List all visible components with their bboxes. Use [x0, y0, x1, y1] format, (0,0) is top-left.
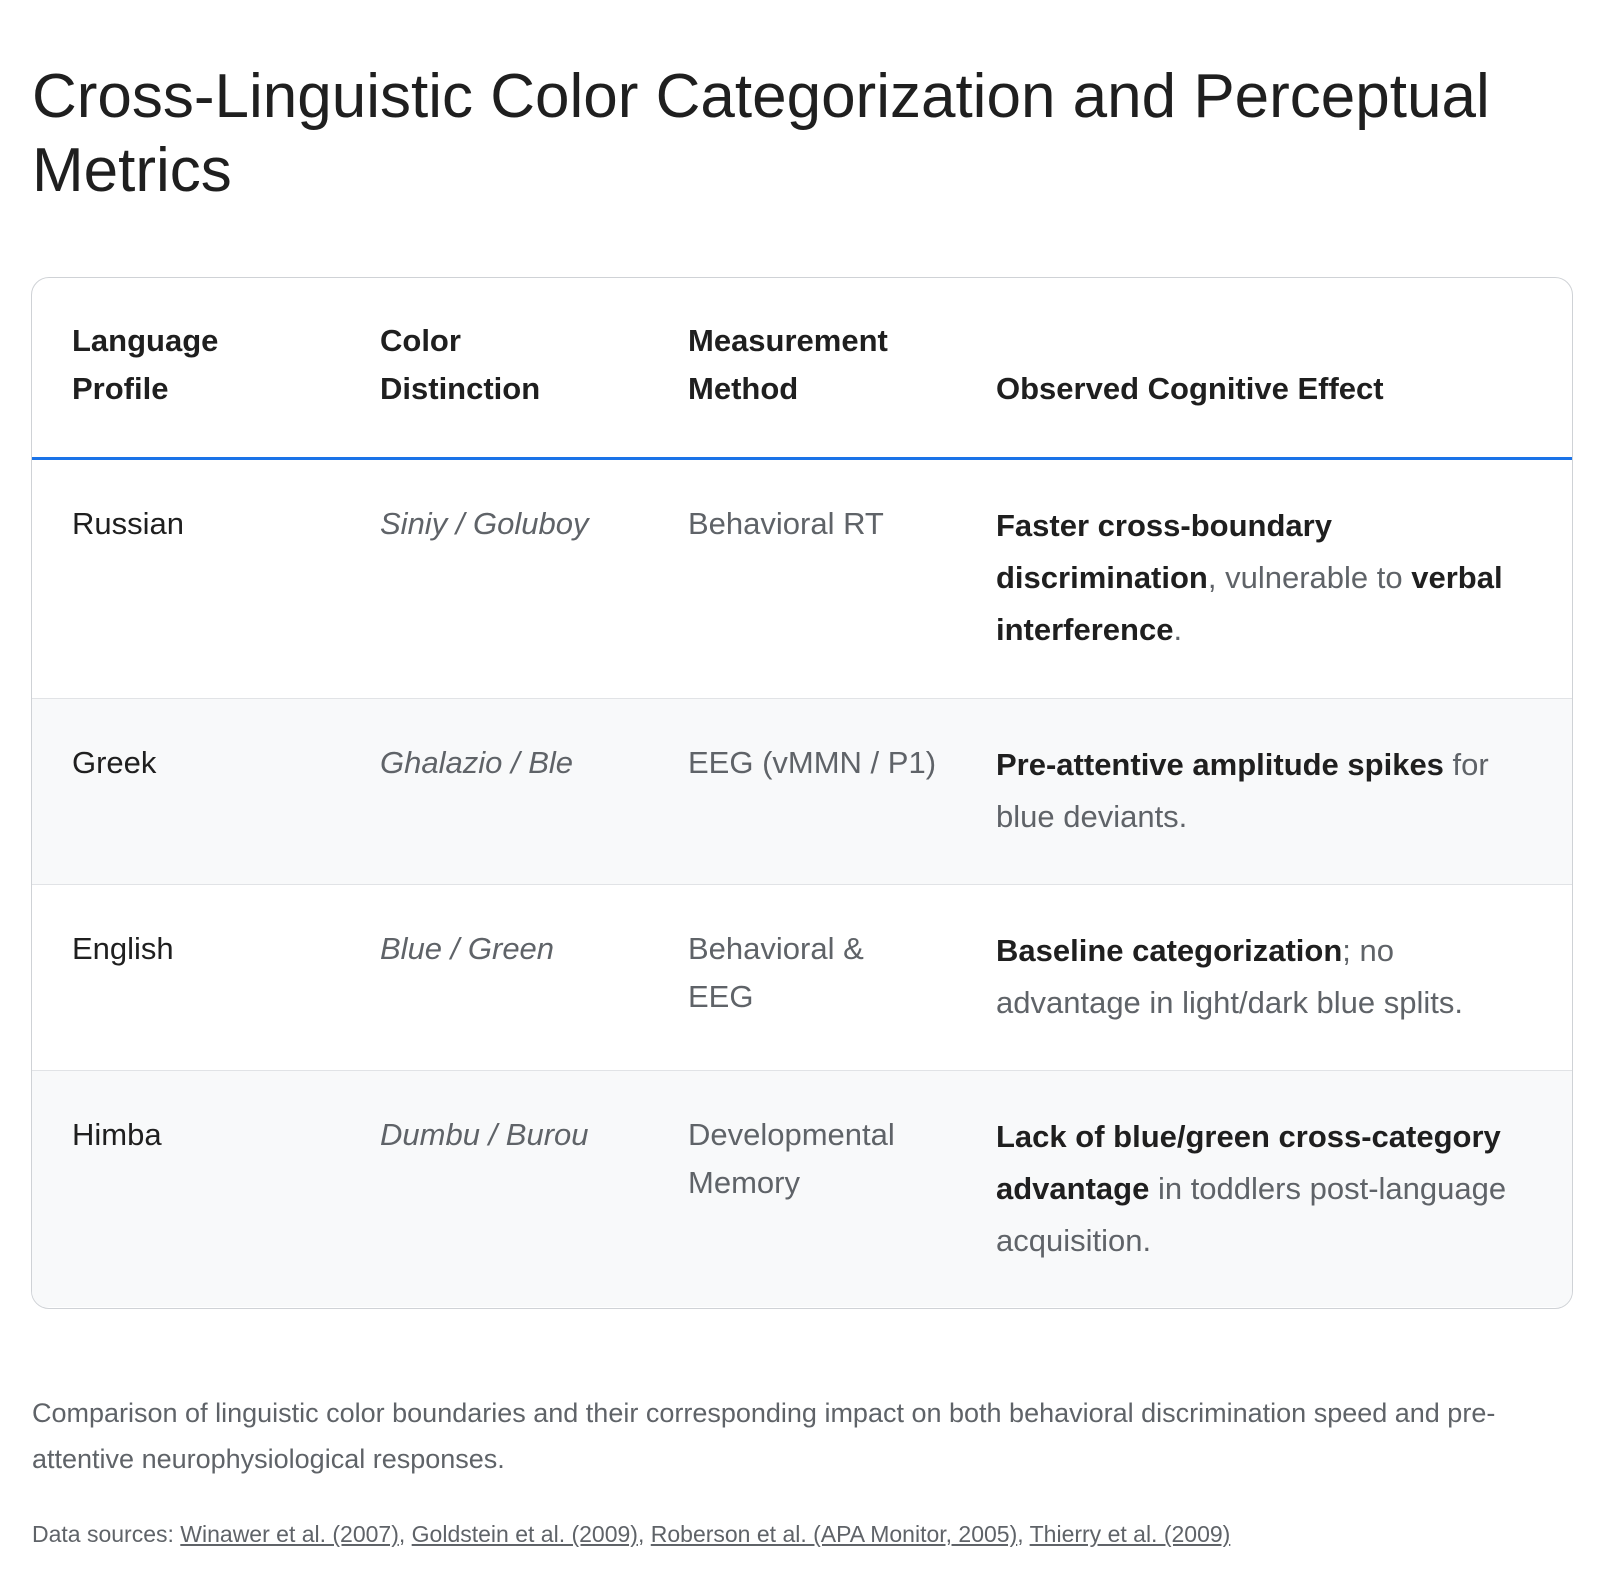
table-caption: Comparison of linguistic color boundaries and their corresponding impact on both behavioral discrimination speed and pre-attentive neurophysiological responses. [32, 1398, 1496, 1474]
column-header-color-distinction: Color Distinction [340, 278, 648, 458]
source-link-winawer[interactable]: Winawer et al. (2007) [180, 1521, 399, 1547]
effect-text: in toddlers post-language acquisition. [996, 1170, 1507, 1258]
effect-emphasis: Lack of blue/green cross-category advantage [996, 1118, 1501, 1206]
column-header-observed-cognitive-effect: Observed Cognitive Effect [956, 278, 1572, 458]
source-link-roberson[interactable]: Roberson et al. (APA Monitor, 2005) [650, 1521, 1018, 1547]
column-header-language-profile: Language Profile [32, 278, 340, 458]
table-row [32, 884, 1572, 1070]
table-header [32, 278, 1572, 458]
page-title: Cross-Linguistic Color Categorization and Perceptual Metrics [32, 62, 1490, 205]
language-cell: Himba [32, 1070, 340, 1307]
language-cell: Greek [32, 698, 340, 884]
comparison-table [32, 278, 1572, 1307]
cognitive-effect-cell [956, 698, 1572, 884]
table-row [32, 1070, 1572, 1307]
source-separator: , [398, 1521, 412, 1547]
data-sources-prefix: Data sources: [32, 1521, 181, 1547]
table-row [32, 698, 1572, 884]
effect-text: ; no advantage in light/dark blue splits. [996, 932, 1464, 1020]
effect-emphasis: verbal interference [996, 559, 1503, 647]
table-row [32, 458, 1572, 698]
source-link-goldstein[interactable]: Goldstein et al. (2009) [411, 1521, 638, 1547]
measurement-method-cell: Developmental Memory [648, 1070, 956, 1307]
source-link-thierry[interactable]: Thierry et al. (2009) [1029, 1521, 1231, 1547]
color-distinction-cell: Blue / Green [340, 884, 648, 1070]
cognitive-effect-cell [956, 884, 1572, 1070]
data-sources [32, 1518, 1572, 1550]
language-cell: Russian [32, 458, 340, 698]
effect-emphasis: Faster cross-boundary discrimination [996, 507, 1332, 595]
color-distinction-cell: Siniy / Goluboy [340, 458, 648, 698]
table-header-row [32, 278, 1572, 458]
effect-text: . [1173, 611, 1183, 647]
cognitive-effect-cell [956, 458, 1572, 698]
effect-text: for blue deviants. [996, 746, 1489, 834]
cognitive-effect-cell [956, 1070, 1572, 1307]
language-cell: English [32, 884, 340, 1070]
color-distinction-cell: Dumbu / Burou [340, 1070, 648, 1307]
measurement-method-cell: EEG (vMMN / P1) [648, 698, 956, 884]
effect-emphasis: Pre-attentive amplitude spikes [996, 746, 1444, 782]
effect-text: , vulnerable to [1207, 559, 1412, 595]
measurement-method-cell: Behavioral RT [648, 458, 956, 698]
comparison-table-card [31, 277, 1573, 1309]
measurement-method-cell: Behavioral & EEG [648, 884, 956, 1070]
table-body [32, 458, 1572, 1307]
effect-emphasis: Baseline categorization [996, 932, 1343, 968]
source-separator: , [1017, 1521, 1030, 1547]
source-separator: , [637, 1521, 651, 1547]
column-header-measurement-method: Measurement Method [648, 278, 956, 458]
color-distinction-cell: Ghalazio / Ble [340, 698, 648, 884]
